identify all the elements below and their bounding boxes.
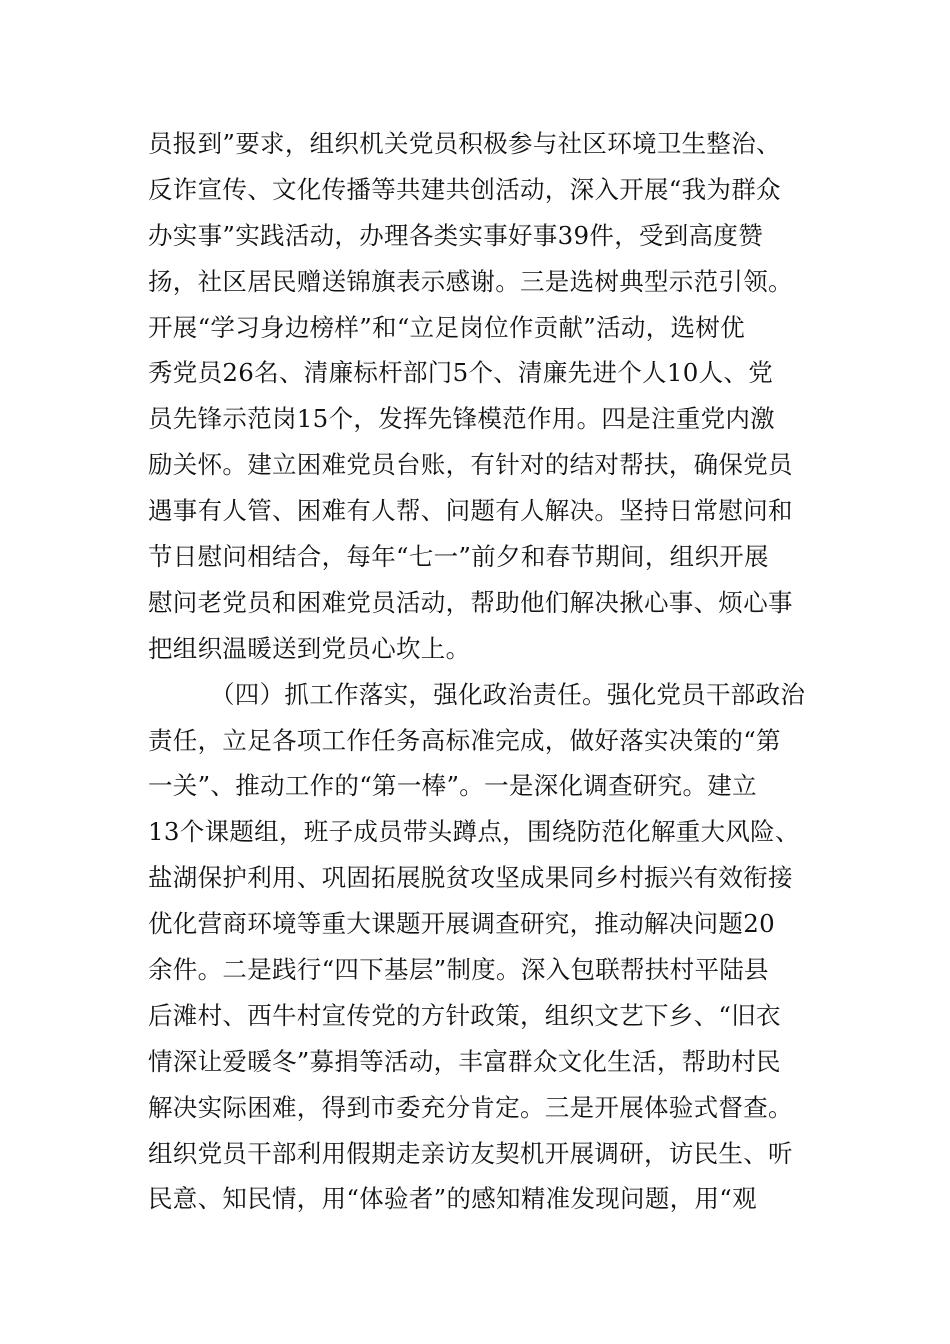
text-line: 情深让爱暖冬”募捐等活动，丰富群众文化生活，帮助村民 <box>148 1046 781 1076</box>
text-line: 解决实际困难，得到市委充分肯定。三是开展体验式督查。 <box>148 1092 793 1122</box>
text-line: 开展“学习身边榜样”和“立足岗位作贡献”活动，选树优 <box>148 312 745 342</box>
text-line: 责任，立足各项工作任务高标准完成，做好落实决策的“第 <box>148 725 781 755</box>
text-line: 13个课题组，班子成员带头蹲点，围绕防范化解重大风险、 <box>148 817 800 847</box>
text-line: 余件。二是践行“四下基层”制度。深入包联帮扶村平陆县 <box>148 955 769 985</box>
text-line: 一关”、推动工作的“第一棒”。一是深化调查研究。建立 <box>148 771 757 801</box>
section-heading-line: （四）抓工作落实，强化政治责任。强化党员干部政治 <box>210 679 806 709</box>
text-line: 后滩村、西牛村宣传党的方针政策，组织文艺下乡、“旧衣 <box>148 1000 781 1030</box>
text-line: 反诈宣传、文化传播等共建共创活动，深入开展“我为群众 <box>148 174 781 204</box>
text-line: 优化营商环境等重大课题开展调查研究，推动解决问题20 <box>148 909 775 939</box>
text-line: 民意、知民情，用“体验者”的感知精准发现问题，用“观 <box>148 1184 757 1214</box>
text-line: 节日慰问相结合，每年“七一”前夕和春节期间，组织开展 <box>148 542 769 572</box>
text-line: 员报到”要求，组织机关党员积极参与社区环境卫生整治、 <box>148 129 781 158</box>
text-line: 遇事有人管、困难有人帮、问题有人解决。坚持日常慰问和 <box>148 496 793 526</box>
text-line: 办实事”实践活动，办理各类实事好事39件，受到高度赞 <box>148 220 763 250</box>
text-line: 秀党员26名、清廉标杆部门5个、清廉先进个人10人、党 <box>148 358 774 388</box>
text-line: 盐湖保护利用、巩固拓展脱贫攻坚成果同乡村振兴有效衔接 <box>148 863 793 893</box>
text-line: 励关怀。建立困难党员台账，有针对的结对帮扶，确保党员 <box>148 450 793 480</box>
text-line: 员先锋示范岗15个，发挥先锋模范作用。四是注重党内激 <box>148 404 775 434</box>
body-text <box>148 121 828 1222</box>
text-line: 组织党员干部利用假期走亲访友契机开展调研，访民生、听 <box>148 1138 793 1168</box>
text-line: 慰问老党员和困难党员活动，帮助他们解决揪心事、烦心事 <box>148 587 793 617</box>
text-line: 把组织温暖送到党员心坎上。 <box>148 633 471 663</box>
text-line: 扬，社区居民赠送锦旗表示感谢。三是选树典型示范引领。 <box>148 266 793 296</box>
